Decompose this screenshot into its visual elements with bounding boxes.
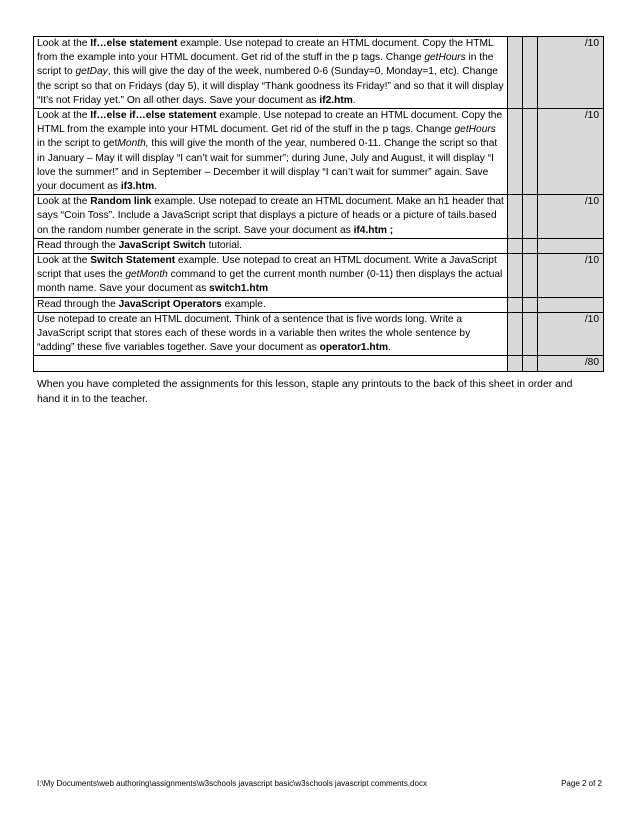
bold-text: JavaScript Switch [118,239,206,251]
check-cell-a [508,312,523,356]
task-description [34,109,508,195]
text-run: . [388,342,391,354]
bold-text: operator1.htm [319,342,389,354]
italic-text: getHours [424,52,466,64]
text-run: in the script to get [37,138,118,150]
task-description [34,297,508,312]
footer-file-path: I:\My Documents\web authoring\assignments\w3schools javascript basic\w3schools javascript comments.docx [37,779,427,788]
score-cell: /10 [538,195,604,239]
bold-text: if2.htm [319,94,353,106]
check-cell-a [508,195,523,239]
bold-text: If…else if…else statement [90,110,217,122]
table-row [34,312,604,356]
check-cell-a [508,37,523,109]
task-description [34,312,508,356]
bold-text: Random link [90,196,152,208]
bold-text: Switch Statement [90,255,176,267]
bold-text: if3.htm [120,181,155,193]
check-cell-a [508,297,523,312]
table-row [34,254,604,298]
task-description [34,195,508,239]
text-run: Look at the [37,196,91,208]
text-run: command to get the current month number (0-11) then displays the actual month name. Save your document as [37,269,503,295]
check-cell-b [523,356,538,371]
check-cell-b [523,312,538,356]
italic-text: getDay [75,66,108,78]
score-cell: /10 [538,37,604,109]
check-cell-a [508,109,523,195]
score-cell: /80 [538,356,604,371]
footer-page-number: Page 2 of 2 [561,779,602,788]
score-cell: /10 [538,312,604,356]
text-run: Look at the [37,110,91,122]
table-row [34,37,604,109]
score-cell: /10 [538,254,604,298]
italic-text: getHours [454,124,496,136]
task-description [34,37,508,109]
page-footer [37,779,602,788]
task-description [34,356,508,371]
check-cell-b [523,254,538,298]
bold-text: switch1.htm [209,283,269,295]
text-run: . [352,94,356,106]
text-run: this will give the month of the year, numbered 0-11. Change the script so that in January – May it will display “I can’t wait for summer”; during June, July and August, it will display “I love the summer!” and in September – December it will display “I can’t wait for summer” again. Save your document as [37,138,498,193]
text-run: Look at the [37,38,91,49]
text-run: in the script to [37,52,494,78]
task-description [34,254,508,298]
text-run: Read through the [37,298,119,310]
table-row [34,195,604,239]
text-run: example. Use notepad to creat an HTML document. Write a JavaScript script that uses the [37,255,497,281]
italic-text: Month, [117,138,149,150]
table-row [34,238,604,253]
assignment-table [33,36,604,372]
text-run: Read through the [37,239,119,251]
text-run: . [154,181,158,193]
check-cell-a [508,238,523,253]
score-cell: /10 [538,109,604,195]
text-run: Use notepad to create an HTML document. Think of a sentence that is five words long. Write a JavaScript script that stores each of these words in a variable then writes the whole sentence by “adding” these five variables together. Save your document as [37,313,471,354]
check-cell-b [523,109,538,195]
table-row [34,356,604,371]
text-run: example. Use notepad to create an HTML document. Copy the HTML from the example into your HTML document. Get rid of the stuff in the p tags. Change [37,38,494,64]
check-cell-a [508,254,523,298]
text-run: example. Use notepad to create an HTML document. Copy the HTML from the example into your HTML document. Get rid of the stuff in the p tags. Change [37,110,503,136]
table-row [34,109,604,195]
check-cell-b [523,37,538,109]
table-row [34,297,604,312]
bold-text: If…else statement [90,38,178,49]
text-run: , this will give the day of the week, numbered 0-6 (Sunday=0, Monday=1, etc). Change the script so that on Fridays (day 5), it will display “Thank goodness its Friday!” and so that it will display “It’s not Friday yet.” On all other days. Save your document as [37,66,504,106]
text-run: example. Use notepad to create an HTML document. Make an h1 header that says “Coin Toss”. Include a JavaScript script that displays a picture of heads or a picture of tails.based on the random number generate in the script. Save your document as [37,196,504,236]
score-cell [538,238,604,253]
task-description [34,238,508,253]
bold-text: if4.htm ; [353,224,394,236]
score-cell [538,297,604,312]
text-run: Look at the [37,255,91,267]
text-run: tutorial. [205,239,243,251]
text-run: example. [221,298,266,310]
bold-text: JavaScript Operators [118,298,222,310]
italic-text: getMonth [125,269,168,281]
check-cell-b [523,297,538,312]
assignment-table-body [34,37,604,372]
check-cell-b [523,238,538,253]
submission-note: When you have completed the assignments for this lesson, staple any printouts to the back of this sheet in order and hand it in to the teacher. [37,379,573,405]
check-cell-a [508,356,523,371]
check-cell-b [523,195,538,239]
